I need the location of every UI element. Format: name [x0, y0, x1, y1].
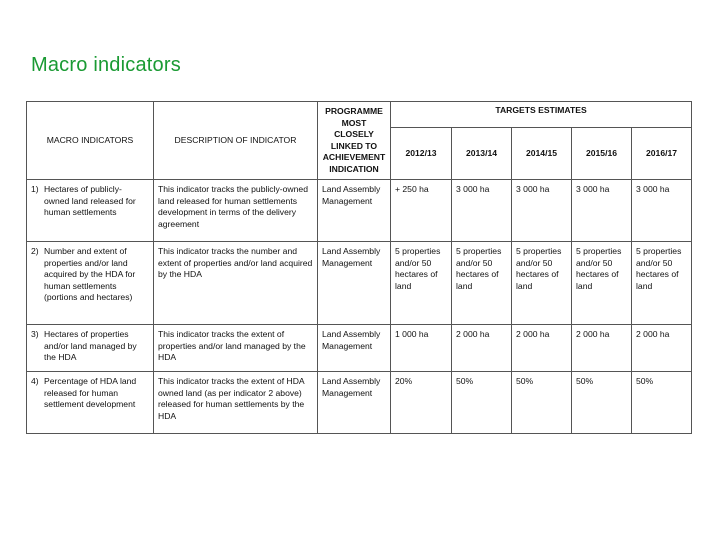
programme-cell: Land Assembly Management	[318, 180, 391, 242]
indicator-cell	[27, 180, 154, 242]
header-description: DESCRIPTION OF INDICATOR	[154, 102, 318, 180]
table-row	[27, 372, 692, 434]
header-year: 2013/14	[452, 128, 512, 180]
table-row	[27, 242, 692, 325]
page-title: Macro indicators	[31, 54, 181, 76]
indicator-number: 2)	[31, 246, 39, 256]
target-cell: 1 000 ha	[391, 325, 452, 372]
target-cell: 3 000 ha	[632, 180, 692, 242]
target-cell: 50%	[572, 372, 632, 434]
target-cell: 3 000 ha	[572, 180, 632, 242]
indicator-cell	[27, 325, 154, 372]
macro-indicators-table	[26, 101, 692, 434]
target-cell: 2 000 ha	[512, 325, 572, 372]
header-year: 2012/13	[391, 128, 452, 180]
target-cell: 2 000 ha	[572, 325, 632, 372]
target-cell: 3 000 ha	[452, 180, 512, 242]
target-cell: 50%	[632, 372, 692, 434]
indicator-text: Number and extent of properties and/or land acquired by the HDA for human settlements (portions and hectares)	[44, 246, 136, 302]
indicator-text: Hectares of properties and/or land managed by the HDA	[44, 329, 137, 362]
header-year: 2016/17	[632, 128, 692, 180]
programme-cell: Land Assembly Management	[318, 325, 391, 372]
description-cell: This indicator tracks the extent of properties and/or land managed by the HDA	[154, 325, 318, 372]
target-cell: 2 000 ha	[632, 325, 692, 372]
target-cell: 20%	[391, 372, 452, 434]
target-cell: 5 properties and/or 50 hectares of land	[391, 242, 452, 325]
target-cell: 5 properties and/or 50 hectares of land	[512, 242, 572, 325]
target-cell: 2 000 ha	[452, 325, 512, 372]
target-cell: + 250 ha	[391, 180, 452, 242]
target-cell: 50%	[512, 372, 572, 434]
table-row	[27, 180, 692, 242]
programme-cell: Land Assembly Management	[318, 372, 391, 434]
indicator-text: Percentage of HDA land released for human settlement development	[44, 376, 137, 409]
header-programme: PROGRAMME MOST CLOSELY LINKED TO ACHIEVEMENT INDICATION	[318, 102, 391, 180]
indicator-number: 1)	[31, 184, 39, 194]
description-cell: This indicator tracks the publicly-owned land released for human settlements development in terms of the delivery agreement	[154, 180, 318, 242]
description-cell: This indicator tracks the number and extent of properties and/or land acquired by the HDA	[154, 242, 318, 325]
target-cell: 3 000 ha	[512, 180, 572, 242]
header-year: 2015/16	[572, 128, 632, 180]
indicator-cell	[27, 242, 154, 325]
programme-cell: Land Assembly Management	[318, 242, 391, 325]
description-cell: This indicator tracks the extent of HDA owned land (as per indicator 2 above) released for human settlements by the HDA	[154, 372, 318, 434]
indicator-number: 3)	[31, 329, 39, 339]
target-cell: 5 properties and/or 50 hectares of land	[452, 242, 512, 325]
target-cell: 5 properties and/or 50 hectares of land	[632, 242, 692, 325]
header-macro-indicators: MACRO INDICATORS	[27, 102, 154, 180]
indicator-text: Hectares of publicly-owned land released for human settlements	[44, 184, 136, 217]
target-cell: 50%	[452, 372, 512, 434]
header-year: 2014/15	[512, 128, 572, 180]
table-row	[27, 325, 692, 372]
indicator-cell	[27, 372, 154, 434]
target-cell: 5 properties and/or 50 hectares of land	[572, 242, 632, 325]
header-targets-estimates: TARGETS ESTIMATES	[391, 102, 692, 128]
indicator-number: 4)	[31, 376, 39, 386]
